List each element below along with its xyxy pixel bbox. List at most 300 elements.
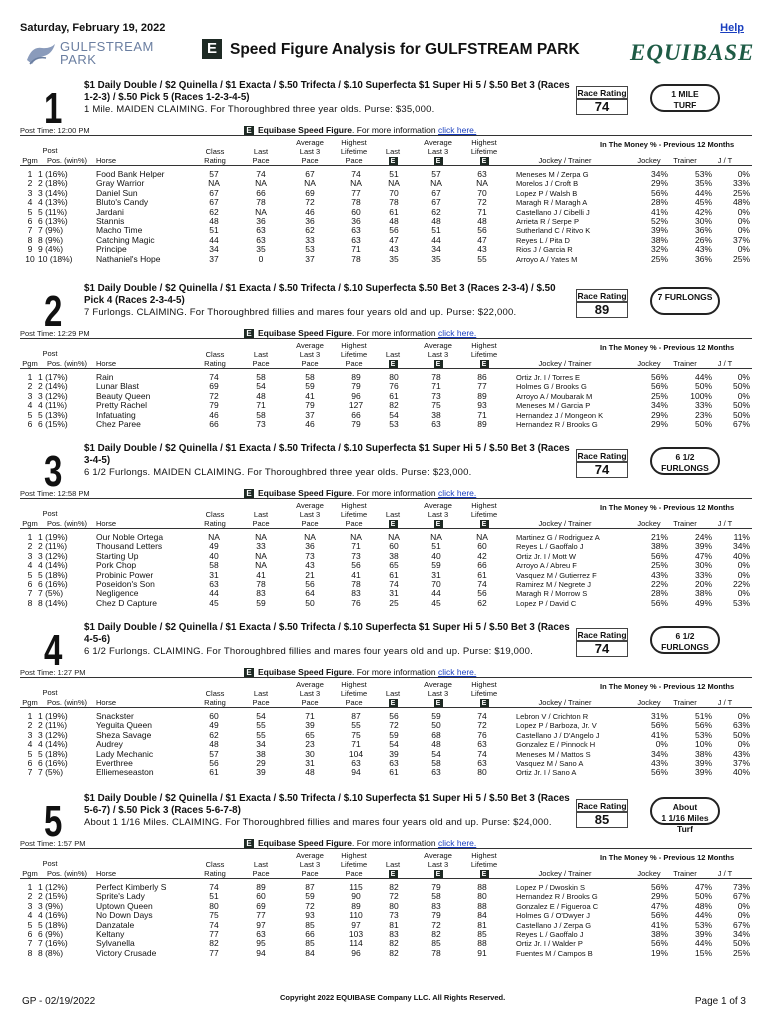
- speed-figure-e-icon: E: [244, 489, 254, 499]
- col-header-lifetime-text: Lifetime: [470, 860, 498, 869]
- avg-last3-figure: 63: [431, 418, 441, 429]
- last-pace: 59: [256, 597, 266, 608]
- avg-last3-figure: 59: [431, 560, 441, 571]
- col-header-highest-lifetime-fig: [462, 851, 506, 879]
- horse-name: Our Noble Ortega: [96, 532, 164, 542]
- track-distance-icon: 1 MILE TURF: [650, 84, 720, 112]
- last-figure: NA: [388, 178, 400, 189]
- avg-last3-pace: 93: [305, 910, 315, 921]
- horse-name: Stannis: [96, 215, 125, 226]
- class-rating: 44: [209, 588, 219, 599]
- jt-itm: 50%: [732, 938, 750, 949]
- class-rating: 77: [209, 928, 219, 939]
- col-header-jockey-trainer: Jockey / Trainer: [538, 869, 592, 878]
- trainer-itm: 39%: [694, 928, 712, 939]
- post-position: 7 (5%): [38, 588, 64, 599]
- jockey-trainer: Maragh R / Maragh A: [516, 198, 588, 208]
- trainer-itm: 33%: [694, 569, 712, 580]
- avg-last3-figure: 78: [431, 947, 441, 958]
- speed-figure-more: . For more information: [352, 667, 438, 677]
- col-header-highest-text: Highest: [471, 138, 497, 147]
- post-position: 2 (14%): [38, 381, 68, 392]
- speed-figure-more: . For more information: [352, 125, 438, 135]
- entry-row: [20, 949, 752, 958]
- col-header-rating-text: Rating: [204, 869, 226, 878]
- col-header-average-text: Average: [296, 341, 324, 350]
- jockey-trainer: Rios J / Garcia R: [516, 245, 573, 255]
- jockey-trainer: Reyes L / Gaoffalo J: [516, 929, 584, 939]
- jt-itm: 50%: [732, 381, 750, 392]
- avg-last3-pace: 33: [305, 234, 315, 245]
- highest-lifetime-figure: 43: [477, 244, 487, 255]
- col-header-highest-text: Highest: [471, 341, 497, 350]
- class-rating: 67: [209, 187, 219, 198]
- highest-lifetime-pace: 78: [351, 253, 361, 264]
- trainer-itm: 35%: [694, 178, 712, 189]
- horse-name: Victory Crusade: [96, 947, 157, 958]
- jockey-trainer: Lebron V / Crichton R: [516, 712, 589, 721]
- post-position: 3 (12%): [38, 550, 68, 561]
- pgm: 4: [27, 560, 33, 571]
- jockey-trainer: Castellano J / D'Angelo J: [516, 730, 600, 740]
- class-rating: 74: [209, 882, 219, 892]
- post-position: 6 (13%): [38, 215, 68, 226]
- class-rating: 80: [209, 900, 219, 911]
- jockey-trainer: Reyes L / Pita D: [516, 235, 570, 245]
- last-pace: NA: [255, 532, 267, 542]
- highest-lifetime-pace: NA: [350, 178, 362, 189]
- entry-row: [20, 255, 752, 264]
- class-rating: 49: [209, 541, 219, 552]
- trainer-itm: 53%: [694, 919, 712, 930]
- jockey-itm: 22%: [650, 578, 668, 589]
- highest-lifetime-pace: 94: [351, 767, 361, 778]
- class-rating: 77: [209, 947, 219, 958]
- header-divider: [20, 498, 752, 499]
- pgm: 9: [27, 244, 33, 255]
- race-conditions: 1 Mile. MAIDEN CLAIMING. For Thoroughbred three year olds. Purse: $35,000.: [84, 104, 435, 115]
- entry-row: [20, 599, 752, 608]
- pgm: 6: [27, 928, 33, 939]
- jockey-itm: 39%: [650, 225, 668, 236]
- gulfstream-horse-icon: [24, 40, 58, 68]
- avg-last3-figure: 44: [431, 588, 441, 599]
- avg-last3-pace: 64: [305, 588, 315, 599]
- figure-e-icon: E: [434, 157, 443, 166]
- jockey-itm: 56%: [650, 938, 668, 949]
- trainer-itm: 43%: [694, 244, 712, 255]
- horse-name: Poseidon's Son: [96, 578, 155, 589]
- horse-name: Rain: [96, 372, 114, 382]
- race-number: 2: [44, 287, 63, 336]
- jt-itm: 0%: [737, 569, 750, 580]
- pgm: 1: [27, 532, 33, 542]
- post-position: 10 (18%): [38, 253, 73, 264]
- post-time: Post Time: 1:57 PM: [20, 839, 86, 848]
- pgm: 1: [27, 711, 33, 721]
- col-header-average-text: Average: [424, 851, 452, 860]
- last-figure: 54: [389, 739, 399, 750]
- col-header-pace-text: Pace: [252, 869, 270, 878]
- class-rating: 58: [209, 560, 219, 571]
- click-here-link[interactable]: click here.: [437, 488, 477, 498]
- race-section: [0, 443, 770, 633]
- class-rating: 31: [209, 569, 219, 580]
- post-position: 4 (13%): [38, 197, 68, 208]
- post-position: 7 (5%): [38, 767, 64, 778]
- col-header-highest-lifetime-pace: [332, 680, 376, 707]
- click-here-link[interactable]: click here.: [437, 125, 477, 135]
- last-pace: 54: [256, 711, 266, 721]
- post-position: 2 (11%): [38, 541, 68, 552]
- col-header-last-text: Last: [385, 689, 401, 698]
- avg-last3-figure: 63: [431, 767, 441, 778]
- last-pace: 95: [256, 938, 266, 949]
- entry-row: [20, 768, 752, 777]
- class-rating: 49: [209, 720, 219, 731]
- highest-lifetime-figure: 89: [477, 418, 487, 429]
- pgm: 2: [27, 891, 33, 902]
- pgm: 3: [27, 729, 33, 740]
- in-the-money-header: In The Money % - Previous 12 Months: [600, 140, 735, 149]
- post-position: 8 (9%): [38, 234, 64, 245]
- col-header-last-pace: [246, 147, 276, 165]
- pgm: 2: [27, 720, 33, 731]
- avg-last3-figure: 48: [431, 739, 441, 750]
- highest-lifetime-figure: 72: [477, 197, 487, 208]
- jt-itm: 11%: [733, 532, 750, 542]
- page-date: Saturday, February 19, 2022: [20, 22, 166, 34]
- avg-last3-figure: 71: [431, 381, 441, 392]
- highest-lifetime-figure: 91: [477, 947, 487, 958]
- last-pace: 63: [256, 234, 266, 245]
- click-here-link[interactable]: click here.: [437, 328, 477, 338]
- pgm: 4: [27, 400, 33, 411]
- highest-lifetime-pace: 60: [351, 206, 361, 217]
- highest-lifetime-pace: 56: [351, 560, 361, 571]
- avg-last3-figure: 67: [431, 197, 441, 208]
- figure-e-icon: E: [389, 699, 398, 708]
- col-header-avg-last3-fig: [418, 138, 458, 166]
- help-link[interactable]: Help: [720, 22, 744, 34]
- col-header-lifetime-text: Lifetime: [340, 147, 368, 156]
- jt-itm: 50%: [732, 409, 750, 420]
- last-pace: 71: [256, 400, 266, 411]
- highest-lifetime-figure: 56: [477, 225, 487, 236]
- col-header-last-fig: [380, 350, 406, 369]
- trainer-itm: 51%: [694, 711, 712, 721]
- jockey-itm: 52%: [650, 215, 668, 226]
- trainer-itm: 47%: [694, 550, 712, 561]
- avg-last3-pace: 30: [305, 748, 315, 759]
- equibase-logo: EQUIBASE: [630, 40, 755, 65]
- col-header-last-text: Last: [253, 350, 269, 359]
- pgm: 3: [27, 550, 33, 561]
- pgm: 7: [27, 767, 33, 778]
- col-header-last-text: Last: [385, 860, 401, 869]
- jt-itm: 67%: [732, 891, 750, 902]
- highest-lifetime-figure: 47: [477, 234, 487, 245]
- race-rating-value: 74: [576, 98, 628, 115]
- avg-last3-pace: 73: [305, 550, 315, 561]
- jockey-trainer: Castellano J / Cibelli J: [516, 207, 590, 217]
- avg-last3-figure: NA: [430, 532, 442, 542]
- jockey-itm: 29%: [650, 409, 668, 420]
- class-rating: 51: [209, 225, 219, 236]
- class-rating: 60: [209, 711, 219, 721]
- in-the-money-header: In The Money % - Previous 12 Months: [600, 853, 735, 862]
- click-here-link[interactable]: click here.: [437, 838, 477, 848]
- last-pace: 39: [256, 767, 266, 778]
- col-header-jockey-trainer: Jockey / Trainer: [538, 519, 592, 528]
- col-header-post-text: Post: [42, 509, 58, 518]
- avg-last3-figure: 57: [431, 169, 441, 179]
- last-figure: 80: [389, 900, 399, 911]
- col-header-lifetime-text: Lifetime: [470, 689, 498, 698]
- col-header-highest-text: Highest: [341, 680, 367, 689]
- trainer-itm: 44%: [694, 187, 712, 198]
- trainer-itm: 44%: [694, 372, 712, 382]
- last-figure: 78: [389, 197, 399, 208]
- avg-last3-pace: 85: [305, 938, 315, 949]
- trainer-itm: 47%: [694, 882, 712, 892]
- avg-last3-figure: 58: [431, 891, 441, 902]
- horse-name: Negligence: [96, 588, 139, 599]
- jockey-trainer: Maragh R / Morrow S: [516, 589, 588, 599]
- highest-lifetime-pace: 36: [351, 215, 361, 226]
- jockey-trainer: Ortiz Jr. I / Mott W: [516, 551, 576, 561]
- class-rating: 44: [209, 234, 219, 245]
- equibase-e-icon: E: [202, 39, 222, 59]
- pgm: 4: [27, 739, 33, 750]
- jt-itm: 40%: [732, 767, 750, 778]
- figure-e-icon: E: [389, 360, 398, 369]
- col-header-pos: Pos. (win%): [46, 698, 87, 707]
- jockey-itm: 38%: [650, 928, 668, 939]
- highest-lifetime-pace: 103: [348, 928, 364, 939]
- col-header-pgm: Pgm: [22, 869, 38, 878]
- last-pace: 63: [256, 225, 266, 236]
- header-divider: [20, 848, 752, 849]
- jockey-trainer: Gonzalez E / Pinnock H: [516, 740, 596, 750]
- col-header-jt: J / T: [717, 519, 733, 528]
- jockey-itm: 56%: [650, 550, 668, 561]
- figure-e-icon: E: [434, 360, 443, 369]
- speed-figure-label: Equibase Speed Figure: [258, 488, 352, 498]
- figure-e-icon: E: [389, 870, 398, 879]
- col-header-highest-text: Highest: [471, 501, 497, 510]
- avg-last3-pace: 72: [305, 197, 315, 208]
- col-header-post: [36, 509, 64, 518]
- col-header-average-text: Average: [424, 501, 452, 510]
- jt-itm: 73%: [732, 882, 750, 892]
- class-rating: 79: [209, 400, 219, 411]
- avg-last3-pace: 48: [305, 767, 315, 778]
- class-rating: 67: [209, 197, 219, 208]
- col-header-pos: Pos. (win%): [46, 156, 87, 165]
- highest-lifetime-pace: 63: [351, 234, 361, 245]
- class-rating: 51: [209, 891, 219, 902]
- last-figure: 61: [389, 767, 399, 778]
- trainer-itm: 39%: [694, 757, 712, 768]
- col-header-highest-lifetime-fig: [462, 341, 506, 369]
- post-position: 5 (18%): [38, 919, 68, 930]
- last-figure: 76: [389, 381, 399, 392]
- avg-last3-figure: 83: [431, 900, 441, 911]
- col-header-last3-text: Last 3: [427, 689, 449, 698]
- figure-e-icon: E: [480, 157, 489, 166]
- highest-lifetime-figure: 56: [477, 588, 487, 599]
- jockey-itm: 43%: [650, 569, 668, 580]
- last-pace: 33: [256, 541, 266, 552]
- col-header-class: [200, 860, 230, 878]
- class-rating: NA: [208, 532, 220, 542]
- jockey-itm: 56%: [650, 882, 668, 892]
- highest-lifetime-pace: 78: [351, 578, 361, 589]
- entries-table: [20, 712, 752, 778]
- post-position: 2 (15%): [38, 891, 68, 902]
- post-position: 1 (12%): [38, 882, 68, 892]
- post-position: 7 (16%): [38, 938, 68, 949]
- last-pace: 89: [256, 882, 266, 892]
- jockey-trainer: Vasquez M / Sano A: [516, 758, 584, 768]
- entry-row: [20, 208, 752, 217]
- avg-last3-pace: 65: [305, 729, 315, 740]
- highest-lifetime-pace: NA: [350, 532, 362, 542]
- highest-lifetime-pace: 89: [351, 372, 361, 382]
- avg-last3-pace: 67: [305, 169, 315, 179]
- header-divider: [20, 338, 752, 339]
- last-figure: 48: [389, 215, 399, 226]
- col-header-pace-text: Pace: [252, 359, 270, 368]
- page-title: Speed Figure Analysis for GULFSTREAM PARK: [230, 41, 580, 58]
- jt-itm: 40%: [732, 550, 750, 561]
- horse-name: Food Bank Helper: [96, 169, 165, 179]
- col-header-highest-lifetime-fig: [462, 680, 506, 708]
- pgm: 4: [27, 910, 33, 921]
- jt-itm: 0%: [737, 372, 750, 382]
- jockey-trainer: Meneses M / Garcia P: [516, 401, 591, 411]
- post-position: 5 (11%): [38, 206, 68, 217]
- last-pace: 54: [256, 381, 266, 392]
- post-position: 4 (14%): [38, 560, 68, 571]
- post-position: 8 (8%): [38, 947, 64, 958]
- col-header-last3-text: Last 3: [427, 860, 449, 869]
- last-pace: NA: [255, 560, 267, 571]
- highest-lifetime-pace: 97: [351, 919, 361, 930]
- click-here-link[interactable]: click here.: [437, 667, 477, 677]
- jt-itm: 0%: [737, 910, 750, 921]
- col-header-highest-text: Highest: [471, 680, 497, 689]
- post-position: 4 (14%): [38, 739, 68, 750]
- trainer-itm: 44%: [694, 910, 712, 921]
- jockey-trainer: Holmes G / Brooks G: [516, 382, 587, 392]
- trainer-itm: 23%: [694, 409, 712, 420]
- figure-e-icon: E: [434, 520, 443, 529]
- last-pace: 60: [256, 891, 266, 902]
- horse-name: Sheza Savage: [96, 729, 152, 740]
- jt-itm: 43%: [732, 748, 750, 759]
- highest-lifetime-pace: 71: [351, 541, 361, 552]
- last-pace: 55: [256, 720, 266, 731]
- col-header-last3-text: Last 3: [299, 860, 321, 869]
- col-header-pace-text: Pace: [345, 698, 363, 707]
- avg-last3-pace: 85: [305, 919, 315, 930]
- col-header-avg-last3-fig: [418, 341, 458, 369]
- col-header-horse: Horse: [96, 519, 117, 528]
- col-header-lifetime-text: Lifetime: [470, 147, 498, 156]
- pgm: 10: [25, 253, 35, 264]
- avg-last3-pace: 50: [305, 597, 315, 608]
- highest-lifetime-figure: 86: [477, 372, 487, 382]
- race-wagers: [84, 622, 576, 658]
- horse-name: Pretty Rachel: [96, 400, 148, 411]
- col-header-average-text: Average: [424, 680, 452, 689]
- jockey-itm: 41%: [650, 729, 668, 740]
- highest-lifetime-figure: 93: [477, 400, 487, 411]
- pgm: 5: [27, 748, 33, 759]
- class-rating: 66: [209, 418, 219, 429]
- highest-lifetime-figure: 62: [477, 597, 487, 608]
- in-the-money-header: In The Money % - Previous 12 Months: [600, 682, 735, 691]
- col-header-lifetime-text: Lifetime: [340, 689, 368, 698]
- highest-lifetime-pace: 66: [351, 409, 361, 420]
- jockey-itm: 56%: [650, 720, 668, 731]
- highest-lifetime-pace: 73: [351, 550, 361, 561]
- col-header-trainer: Trainer: [673, 359, 697, 368]
- jockey-itm: 25%: [650, 253, 668, 264]
- speed-figure-e-icon: E: [244, 839, 254, 849]
- col-header-pace-text: Pace: [345, 156, 363, 165]
- last-figure: 39: [389, 748, 399, 759]
- class-rating: 56: [209, 757, 219, 768]
- last-figure: 65: [389, 560, 399, 571]
- col-header-trainer: Trainer: [673, 869, 697, 878]
- col-header-post: [36, 688, 64, 697]
- pgm: 1: [27, 372, 33, 382]
- class-rating: 75: [209, 910, 219, 921]
- highest-lifetime-figure: 74: [477, 748, 487, 759]
- last-figure: 31: [389, 588, 399, 599]
- class-rating: 72: [209, 390, 219, 401]
- horse-name: Snackster: [96, 711, 134, 721]
- avg-last3-figure: 31: [431, 569, 441, 580]
- race-wagers: [84, 443, 576, 479]
- race-section: [0, 622, 770, 812]
- track-distance-icon: About 1 1/16 Miles Turf: [650, 797, 720, 825]
- avg-last3-figure: 54: [431, 748, 441, 759]
- last-pace: 69: [256, 900, 266, 911]
- col-header-jockey: Jockey: [637, 519, 661, 528]
- pgm: 1: [27, 882, 33, 892]
- last-pace: 73: [256, 418, 266, 429]
- last-pace: 29: [256, 757, 266, 768]
- col-header-last3-text: Last 3: [299, 147, 321, 156]
- avg-last3-pace: 43: [305, 560, 315, 571]
- avg-last3-pace: 36: [305, 215, 315, 226]
- horse-name: Macho Time: [96, 225, 143, 236]
- highest-lifetime-pace: 96: [351, 390, 361, 401]
- trainer-itm: 10%: [694, 739, 712, 750]
- col-header-pace-text: Pace: [252, 698, 270, 707]
- horse-name: Audrey: [96, 739, 123, 750]
- col-header-class-text: Class: [205, 860, 225, 869]
- class-rating: 45: [209, 597, 219, 608]
- avg-last3-figure: 44: [431, 234, 441, 245]
- jockey-itm: 31%: [650, 711, 668, 721]
- col-header-avg-last3-pace: [290, 138, 330, 165]
- last-pace: 34: [256, 739, 266, 750]
